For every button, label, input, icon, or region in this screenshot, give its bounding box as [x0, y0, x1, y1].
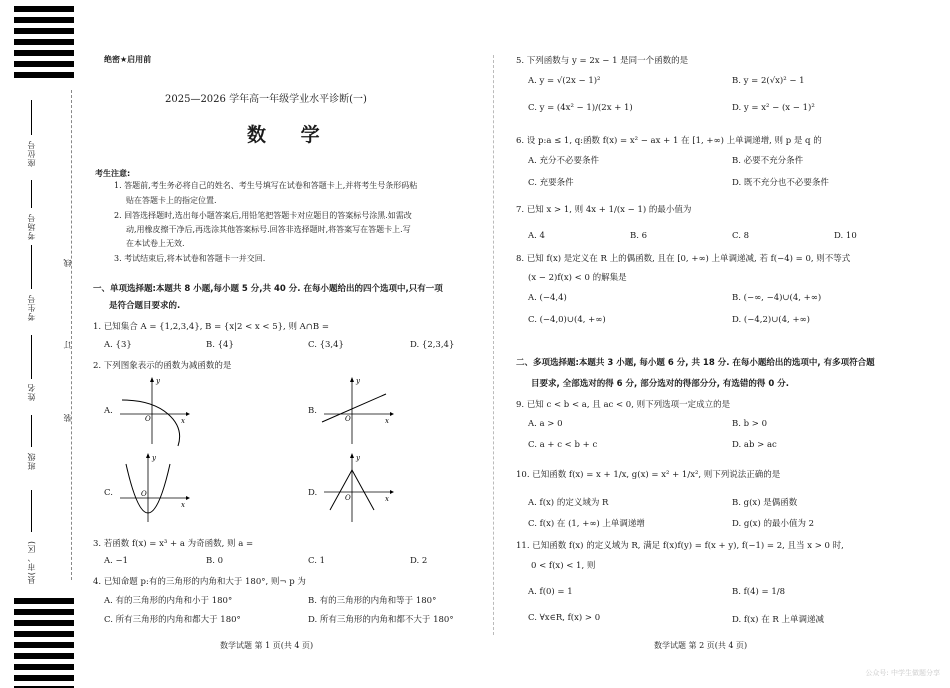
q2-label-d: D. — [308, 488, 318, 498]
binding-stripe — [14, 664, 74, 670]
q9-stem: 9. 已知 c < b < a, 且 ac < 0, 则下列选项一定成立的是 — [516, 400, 731, 410]
q6-option-d: D. 既不充分也不必要条件 — [732, 178, 829, 188]
q3-option-b: B. 0 — [206, 556, 224, 566]
q2b-line — [322, 394, 386, 422]
notice-heading: 考生注意: — [95, 169, 131, 178]
q3-option-a: A. −1 — [104, 556, 129, 566]
notice-line-6: 3. 考试结束后,将本试卷和答题卡一并交回. — [114, 254, 266, 263]
q7-option-b: B. 6 — [630, 231, 648, 241]
q2b-y-arrow — [350, 377, 354, 382]
q10-option-d: D. g(x) 的最小值为 2 — [732, 519, 815, 529]
q11-option-d: D. f(x) 在 R 上单调递减 — [732, 615, 824, 625]
q2-graph-b — [316, 374, 396, 449]
section2-heading-line1: 二、多项选择题:本题共 3 小题, 每小题 6 分, 共 18 分. 在每小题给出的选项中, 有多项符合题 — [516, 358, 875, 368]
class-line — [31, 415, 32, 447]
q2-graph-d — [316, 452, 396, 527]
q2-label-b: B. — [308, 406, 317, 416]
q2-stem: 2. 下列图象表示的函数为减函数的是 — [93, 361, 232, 371]
q2b-x-arrow — [390, 412, 394, 416]
q7-option-d: D. 10 — [834, 231, 857, 241]
exam-title: 2025—2026 学年高一年级学业水平诊断(一) — [165, 94, 367, 105]
student-number-line — [31, 245, 32, 289]
q4-option-b: B. 有的三角形的内角和等于 180° — [308, 596, 437, 606]
page-divider — [493, 55, 494, 635]
q11-stem-line1: 11. 已知函数 f(x) 的定义域为 R, 满足 f(x)f(y) = f(x + y), f(−1) = 2, 且当 x > 0 时, — [516, 541, 844, 551]
notice-line-2: 贴在答题卡上的指定位置. — [126, 196, 217, 205]
q3-option-c: C. 1 — [308, 556, 326, 566]
student-number-label: 考生号 — [27, 294, 36, 321]
watermark: 公众号: 中学生做题分享 — [865, 669, 940, 677]
notice-line-1: 1. 答题前,考生务必将自己的姓名、考生号填写在试卷和答题卡上,并将考生号条形码粘 — [114, 181, 418, 190]
binding-cut-line — [71, 90, 72, 580]
binding-stripe — [14, 39, 74, 45]
q2c-x-arrow — [186, 496, 190, 500]
q1-option-c: C. {3,4} — [308, 340, 344, 350]
q10-option-a: A. f(x) 的定义域为 R — [528, 498, 609, 508]
section1-heading-line1: 一、单项选择题:本题共 8 小题,每小题 5 分,共 40 分. 在每小题给出的四个选项中,只有一项 — [93, 284, 443, 294]
exam-room-line — [31, 180, 32, 208]
q2d-x-label: x — [385, 495, 389, 503]
q2c-y-arrow — [146, 453, 150, 458]
q3-option-d: D. 2 — [410, 556, 428, 566]
subject-title: 数 学 — [247, 124, 334, 146]
q4-stem: 4. 已知命题 p:有的三角形的内角和大于 180°, 则¬ p 为 — [93, 577, 306, 587]
binding-stripe — [14, 598, 74, 604]
q6-option-b: B. 必要不充分条件 — [732, 156, 804, 166]
binding-stripe — [14, 653, 74, 659]
binding-stripe — [14, 61, 74, 67]
q10-option-b: B. g(x) 是偶函数 — [732, 498, 798, 508]
notice-line-3: 2. 回答选择题时,选出每小题答案后,用铅笔把答题卡对应题目的答案标号涂黑.如需改 — [114, 211, 412, 220]
q2a-curve — [122, 400, 180, 446]
section2-heading-line2: 目要求, 全部选对的得 6 分, 部分选对的得部分分, 有选错的得 0 分. — [531, 379, 789, 389]
q11-stem-line2: 0 < f(x) < 1, 则 — [531, 561, 596, 571]
q7-stem: 7. 已知 x > 1, 则 4x + 1/(x − 1) 的最小值为 — [516, 205, 692, 215]
q2-graph-c — [112, 452, 192, 527]
section1-heading-line2: 是符合题目要求的. — [109, 301, 181, 311]
q5-stem: 5. 下列函数与 y = 2x − 1 是同一个函数的是 — [516, 56, 689, 66]
q8-stem-line2: (x − 2)f(x) < 0 的解集是 — [528, 273, 627, 283]
q2d-y-label: y — [356, 454, 360, 462]
q4-option-d: D. 所有三角形的内角和都不大于 180° — [308, 615, 454, 625]
q1-stem: 1. 已知集合 A = {1,2,3,4}, B = {x|2 < x < 5}, 则 A∩B = — [93, 322, 329, 332]
q2d-origin: O — [345, 494, 351, 502]
binding-stripe — [14, 675, 74, 681]
q1-option-d: D. {2,3,4} — [410, 340, 455, 350]
seat-number-label: 座位号 — [27, 140, 36, 167]
q2a-y-label: y — [156, 377, 160, 385]
cut-mark-xian: 线 — [63, 258, 72, 267]
q2b-y-label: y — [356, 377, 360, 385]
q2b-x-label: x — [385, 417, 389, 425]
q5-option-b: B. y = 2(√x)² − 1 — [732, 76, 805, 86]
q4-option-c: C. 所有三角形的内角和都大于 180° — [104, 615, 241, 625]
q6-option-c: C. 充要条件 — [528, 178, 574, 188]
q2c-x-label: x — [181, 501, 185, 509]
q9-option-a: A. a > 0 — [528, 419, 563, 429]
q8-option-c: C. (−4,0)∪(4, +∞) — [528, 315, 606, 325]
binding-stripe — [14, 50, 74, 56]
footer-page-2: 数学试题 第 2 页(共 4 页) — [654, 641, 748, 650]
binding-stripe — [14, 631, 74, 637]
q2-label-c: C. — [104, 488, 113, 498]
binding-stripe — [14, 28, 74, 34]
q9-option-c: C. a + c < b + c — [528, 440, 598, 450]
q9-option-d: D. ab > ac — [732, 440, 777, 450]
name-line — [31, 335, 32, 379]
q2c-origin: O — [141, 490, 147, 498]
cut-mark-ding: 订 — [63, 340, 72, 349]
q8-option-b: B. (−∞, −4)∪(4, +∞) — [732, 293, 822, 303]
q7-option-a: A. 4 — [528, 231, 545, 241]
q6-option-a: A. 充分不必要条件 — [528, 156, 600, 166]
q2-label-a: A. — [104, 406, 113, 416]
county-line — [31, 490, 32, 532]
q2a-origin: O — [145, 415, 151, 423]
q2d-y-arrow — [350, 453, 354, 458]
q6-stem: 6. 设 p:a ≤ 1, q:函数 f(x) = x² − ax + 1 在 [1, +∞) 上单调递增, 则 p 是 q 的 — [516, 136, 822, 146]
q2a-x-arrow — [186, 412, 190, 416]
q1-option-b: B. {4} — [206, 340, 234, 350]
q10-stem: 10. 已知函数 f(x) = x + 1/x, g(x) = x² + 1/x², 则下列说法正确的是 — [516, 470, 781, 480]
binding-stripe — [14, 6, 74, 12]
name-label: 姓名 — [27, 383, 36, 401]
q1-option-a: A. {3} — [104, 340, 132, 350]
q7-option-c: C. 8 — [732, 231, 750, 241]
notice-line-4: 动,用橡皮擦干净后,再选涂其他答案标号.回答非选择题时,将答案写在答题卡上.写 — [126, 225, 411, 234]
cut-mark-zhuang: 装 — [63, 413, 72, 422]
q3-stem: 3. 若函数 f(x) = x³ + a 为奇函数, 则 a = — [93, 539, 254, 549]
notice-line-5: 在本试卷上无效. — [126, 239, 185, 248]
q5-option-a: A. y = √(2x − 1)² — [528, 76, 601, 86]
q8-option-a: A. (−4,4) — [528, 293, 567, 303]
binding-stripe — [14, 620, 74, 626]
q9-option-b: B. b > 0 — [732, 419, 768, 429]
q8-option-d: D. (−4,2)∪(4, +∞) — [732, 315, 810, 325]
q2c-y-label: y — [152, 454, 156, 462]
q11-option-a: A. f(0) = 1 — [528, 587, 573, 597]
q2b-origin: O — [345, 415, 351, 423]
binding-stripe — [14, 609, 74, 615]
secret-label: 绝密★启用前 — [104, 55, 152, 64]
q5-option-d: D. y = x² − (x − 1)² — [732, 103, 815, 113]
q4-option-a: A. 有的三角形的内角和小于 180° — [104, 596, 233, 606]
q2a-x-label: x — [181, 417, 185, 425]
q10-option-c: C. f(x) 在 (1, +∞) 上单调递增 — [528, 519, 645, 529]
seat-number-line — [31, 100, 32, 135]
exam-room-label: 考场号 — [27, 213, 36, 240]
q8-stem-line1: 8. 已知 f(x) 是定义在 R 上的偶函数, 且在 [0, +∞) 上单调递减, 若 f(−4) = 0, 则不等式 — [516, 254, 851, 264]
footer-page-1: 数学试题 第 1 页(共 4 页) — [220, 641, 314, 650]
county-label: 县(市、区) — [27, 540, 36, 585]
q11-option-c: C. ∀x∈R, f(x) > 0 — [528, 613, 601, 623]
q11-option-b: B. f(4) = 1/8 — [732, 587, 786, 597]
q5-option-c: C. y = (4x² − 1)/(2x + 1) — [528, 103, 633, 113]
class-label: 班级 — [27, 452, 36, 470]
q2-graph-a — [112, 374, 192, 449]
q2a-y-arrow — [150, 377, 154, 382]
q2d-x-arrow — [390, 490, 394, 494]
binding-stripe — [14, 17, 74, 23]
binding-stripe — [14, 642, 74, 648]
binding-stripe — [14, 72, 74, 78]
